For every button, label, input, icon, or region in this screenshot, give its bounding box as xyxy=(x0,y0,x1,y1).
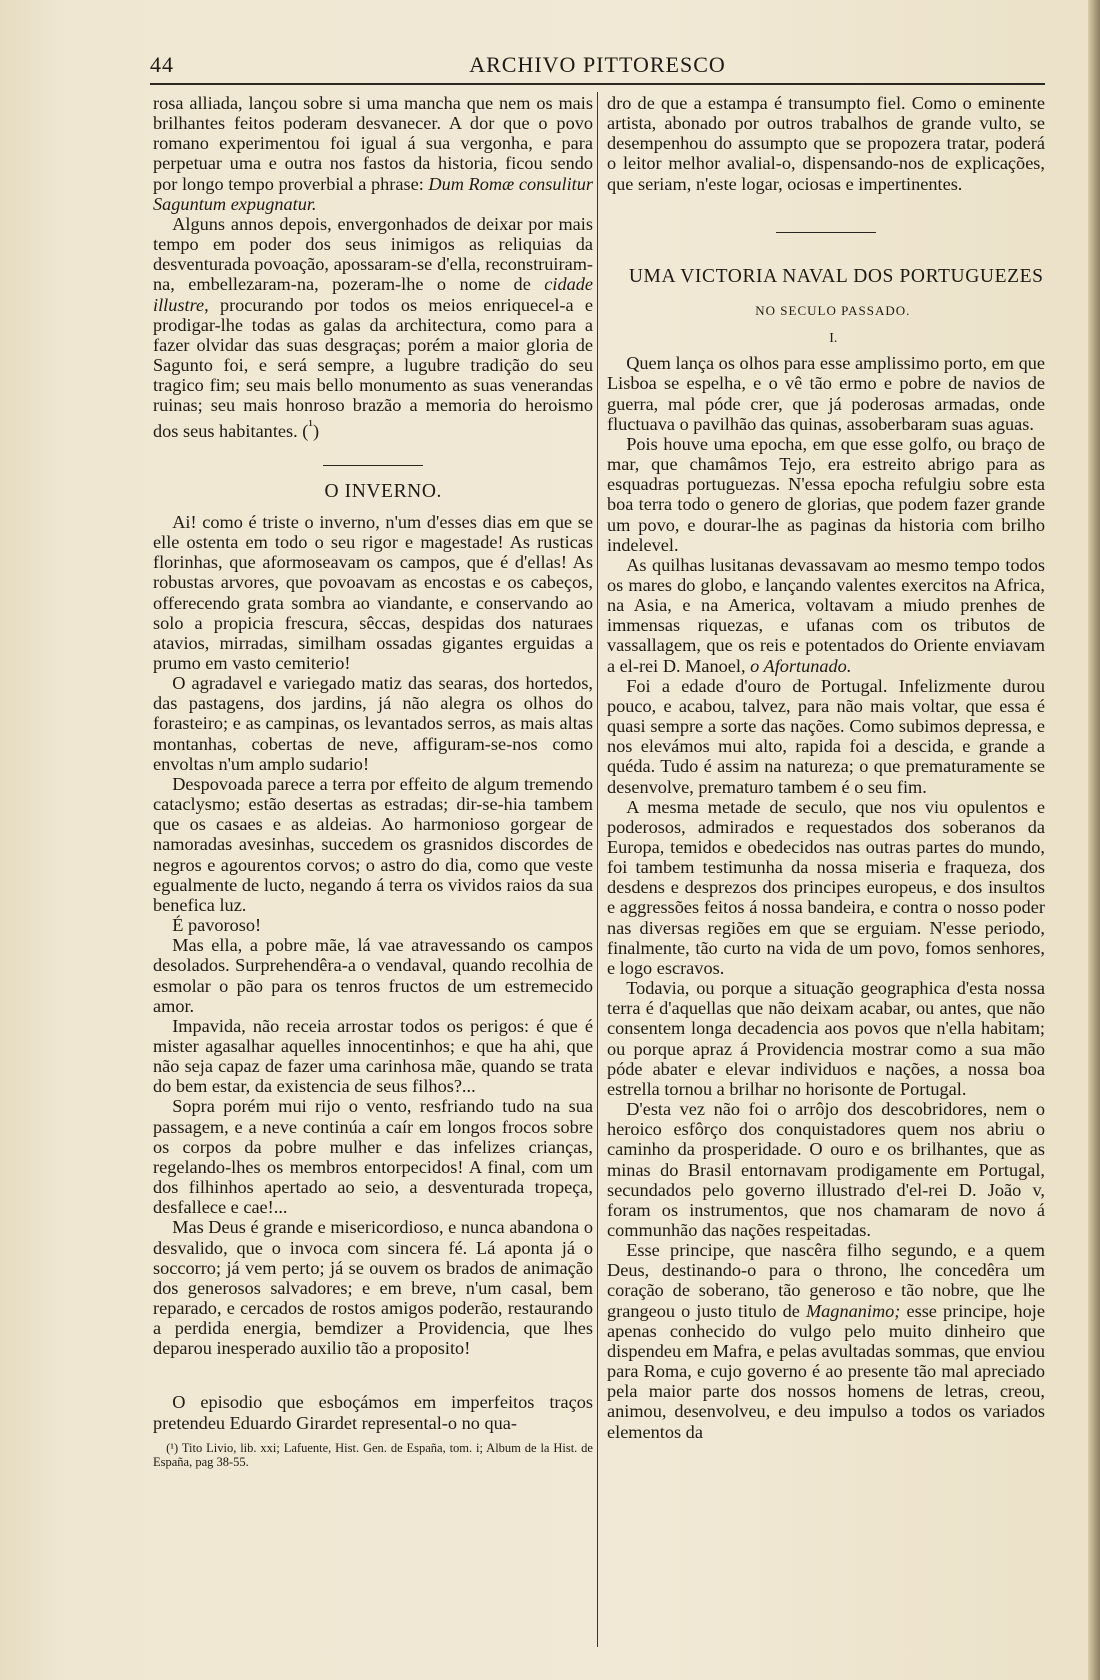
paragraph: Todavia, ou porque a situação geographica d'esta nossa terra é d'aquellas que não deixam acabar, ou antes, que não consentem longa decadencia aos povos que n'ella habitam; ou porque apraz á Providencia mostrar como a sua mão póde abater e elevar individuos e nações, a nossa boa estrella tornou a brilhar no horisonte de Portugal. xyxy=(607,978,1045,1099)
paragraph xyxy=(153,93,593,214)
paragraph-text: As quilhas lusitanas devassavam ao mesmo tempo todos os mares do globo, e lançando valentes exercitos na Africa, na Asia, e na America, voltavam a miudo prenhes de immensas riquezas, e ufanas com os tributos de vassallagem, que os reis e potentados do Oriente enviavam a el-rei D. Manoel, xyxy=(607,554,1045,676)
article-subtitle: NO SECULO PASSADO. xyxy=(755,302,911,318)
footnote: (¹) Tito Livio, lib. xxi; Lafuente, Hist. Gen. de España, tom. i; Album de la Hist. de España, pag 38-55. xyxy=(153,1440,593,1469)
paragraph: Sopra porém mui rijo o vento, resfriando tudo na sua passagem, e a neve continúa a caír em longos frocos sobre os corpos da pobre mulher e das infelizes crianças, regelando-lhes os membros entorpecidos! A final, com um dos filhinhos apertado ao seio, a desventurada tropeça, desfallece e cae!... xyxy=(153,1096,593,1218)
paragraph: dro de que a estampa é transumpto fiel. Como o eminente artista, abonado por outros trabalhos de grande vulto, se desempenhou do assumpto que se propozera tratar, poderá o leitor melhor avalial-o, dispensando-nos de explicações, que seriam, n'este logar, ociosas e impertinentes. xyxy=(607,93,1045,194)
paragraph-text: esse principe, hoje apenas conhecido do vulgo pelo muito dinheiro que dispendeu em Mafra, e pelas avultadas sommas, que enviou para Roma, e cujo governo é ao presente tão mal apreciado pela maior parte dos nossos homens de letras, creou, animou, desenvolveu, e deu impulso a todos os variados elementos da xyxy=(607,1300,1046,1442)
paragraph-text: ) xyxy=(312,420,320,441)
paragraph-text: , procurando por todos os meios enriquecel-a e prodigar-lhe todas as galas da architectura, como para a fazer olvidar das suas desgraças; porém a maior gloria de Sagunto foi, e será sempre, a lugubre tradição do seu tragico fim; seu mais bello monumento as suas venerandas ruinas; seu mais honroso brazão a memoria do heroismo dos seus habitantes. ( xyxy=(153,294,593,441)
paragraph: D'esta vez não foi o arrôjo dos descobridores, nem o heroico esfôrço dos conquistadores quem nos abriu o caminho da prosperidade. O ouro e os brilhantes, que as minas do Brasil entornavam prodigamente em Portugal, secundados pelo governo illustrado d'el-rei D. João v, foram os instrumentos, que nos chamaram de novo á communhão das nações respeitadas. xyxy=(607,1099,1045,1240)
running-head: ARCHIVO PITTORESCO xyxy=(469,52,726,77)
paragraph: Mas Deus é grande e misericordioso, e nunca abandona o desvalido, que o invoca com sincera fé. Lá aponta já o soccorro; já vem perto; já se ouvem os brados de animação dos generosos salvadores; e em breve, n'um casal, bem reparado, e cercados de rostos amigos poderão, restaurando a perdida energia, bemdizer a Providencia, que lhes deparou inesperado auxilio tão a proposito! xyxy=(153,1217,593,1359)
paragraph xyxy=(153,214,593,441)
emphasis: o Afortunado. xyxy=(750,655,852,676)
right-column xyxy=(607,93,1045,1442)
paragraph: Mas ella, a pobre mãe, lá vae atravessando os campos desolados. Surprehendêra-a o vendaval, quando recolhia de esmolar o pão para os tenros fructos de um estremecido amor. xyxy=(153,935,593,1016)
paragraph-text: Alguns annos depois, envergonhados de deixar por mais tempo em poder dos seus inimigos as reliquias da desventurada povoação, apossaram-se d'ella, reconstruiram-na, embellezaram-na, pozeram-lhe o nome de xyxy=(153,213,593,295)
paragraph xyxy=(607,555,1045,676)
paragraph: Foi a edade d'ouro de Portugal. Infelizmente durou pouco, e acabou, talvez, para não mais voltar, que essa é quasi sempre a sorte das nações. Como subimos depressa, e nos elevámos mui alto, rapida foi a descida, e grande a quéda. Tudo é assim na natureza; o que prematuramente se desenvolve, prematuro tambem é o seu fim. xyxy=(607,675,1045,797)
paragraph: O episodio que esboçámos em imperfeitos traços pretendeu Eduardo Girardet represental-o no qua- xyxy=(153,1392,593,1433)
page-edge xyxy=(1088,0,1100,1680)
paragraph: O agradavel e variegado matiz das searas, dos hortedos, das pastagens, dos jardins, já não alegra os olhos do forasteiro; e as campinas, os levantados serros, as mais altas montanhas, cobertas de neve, affiguram-se-nos como envoltas n'um amplo sudario! xyxy=(153,673,593,774)
paragraph: Ai! como é triste o inverno, n'um d'esses dias em que se elle ostenta em todo o seu rigor e magestade! As rusticas florinhas, que aformoseavam os campos, que é d'ellas! As robustas arvores, que povoavam as encostas e os cabeços, offerecendo grata sombra ao viandante, e conservando ao solo a propicia frescura, sêccas, despidas dos naturaes atavios, mirradas, similham ossadas gigantes erguidas a prumo em vasto cemiterio! xyxy=(153,511,593,673)
page-number: 44 xyxy=(150,52,174,77)
emphasis: cidade illustre xyxy=(153,274,593,315)
emphasis: Magnanimo; xyxy=(805,1300,901,1321)
footnote-marker: ¹ xyxy=(308,416,313,434)
paragraph-text: rosa alliada, lançou sobre si uma mancha que nem os mais brilhantes feitos poderam desvanecer. A dor que o povo romano experimentou foi igual á sua vergonha, e para perpetuar uma e outra nos fastos da historia, ficou sendo por longo tempo proverbial a phrase: xyxy=(153,93,593,194)
section-number: I. xyxy=(829,331,838,347)
article-title: UMA VICTORIA NAVAL DOS PORTUGUEZES xyxy=(628,265,1044,287)
header-rule xyxy=(150,83,1045,85)
paragraph: É pavoroso! xyxy=(172,915,262,936)
paragraph: Impavida, não receia arrostar todos os perigos: é que é mister agasalhar aquelles innocentinhos; e que ha ahi, que não seja capaz de fazer uma carinhosa mãe, quando se trata do bem estar, da existencia de seus filhos?... xyxy=(153,1015,593,1097)
paragraph: Despovoada parece a terra por effeito de algum tremendo cataclysmo; estão desertas as estradas; dir-se-hia tambem que os casaes e as aldeias. Ao harmonioso gorgear de namoradas avesinhas, succedem os grasnidos discordes de negros e agourentos corvos; o astro do dia, como que veste egualmente de lucto, negando á terra os vividos raios da sua benefica luz. xyxy=(153,773,593,915)
paragraph: Quem lança os olhos para esse amplissimo porto, em que Lisboa se espelha, e o vê tão ermo e pobre de navios de guerra, mal póde crer, que já poderosas armadas, onde fluctuava o pavilhão das quinas, assoberbaram suas aguas. xyxy=(607,353,1045,434)
column-divider xyxy=(597,92,598,1647)
paragraph xyxy=(607,1240,1045,1442)
left-column xyxy=(153,93,593,1469)
latin-quote: Dum Romæ consulitur Saguntum expugnatur. xyxy=(153,173,593,214)
paragraph-text: Esse principe, que nascêra filho segundo, e a quem Deus, destinando-o para o throno, lhe concedêra um coração de soberano, tão generoso e tão nobre, que lhe grangeou o justo titulo de xyxy=(607,1240,1045,1321)
page-header xyxy=(150,52,1045,82)
paragraph: A mesma metade de seculo, que nos viu opulentos e poderosos, admirados e requestados dos soberanos da Europa, temidos e obedecidos nas outras partes do mundo, foi tambem testimunha da nossa miseria e fraqueza, dos desdens e desprezos dos principes europeus, e dos insultos e aggressões feitos á nossa bandeira, e contra o nosso poder nas diversas regiões em que se erguiam. N'esse periodo, finalmente, tão curto na vida de um povo, fomos senhores, e logo escravos. xyxy=(607,796,1045,978)
section-title: O INVERNO. xyxy=(324,480,443,502)
paragraph: Pois houve uma epocha, em que esse golfo, ou braço de mar, que chamâmos Tejo, era estreito abrigo para as esquadras portuguezas. N'essa epocha refulgiu sobre esta boa terra todo o genero de glorias, que podem fazer grande um povo, e dourar-lhe as paginas da historia com brilho indelevel. xyxy=(607,433,1045,555)
